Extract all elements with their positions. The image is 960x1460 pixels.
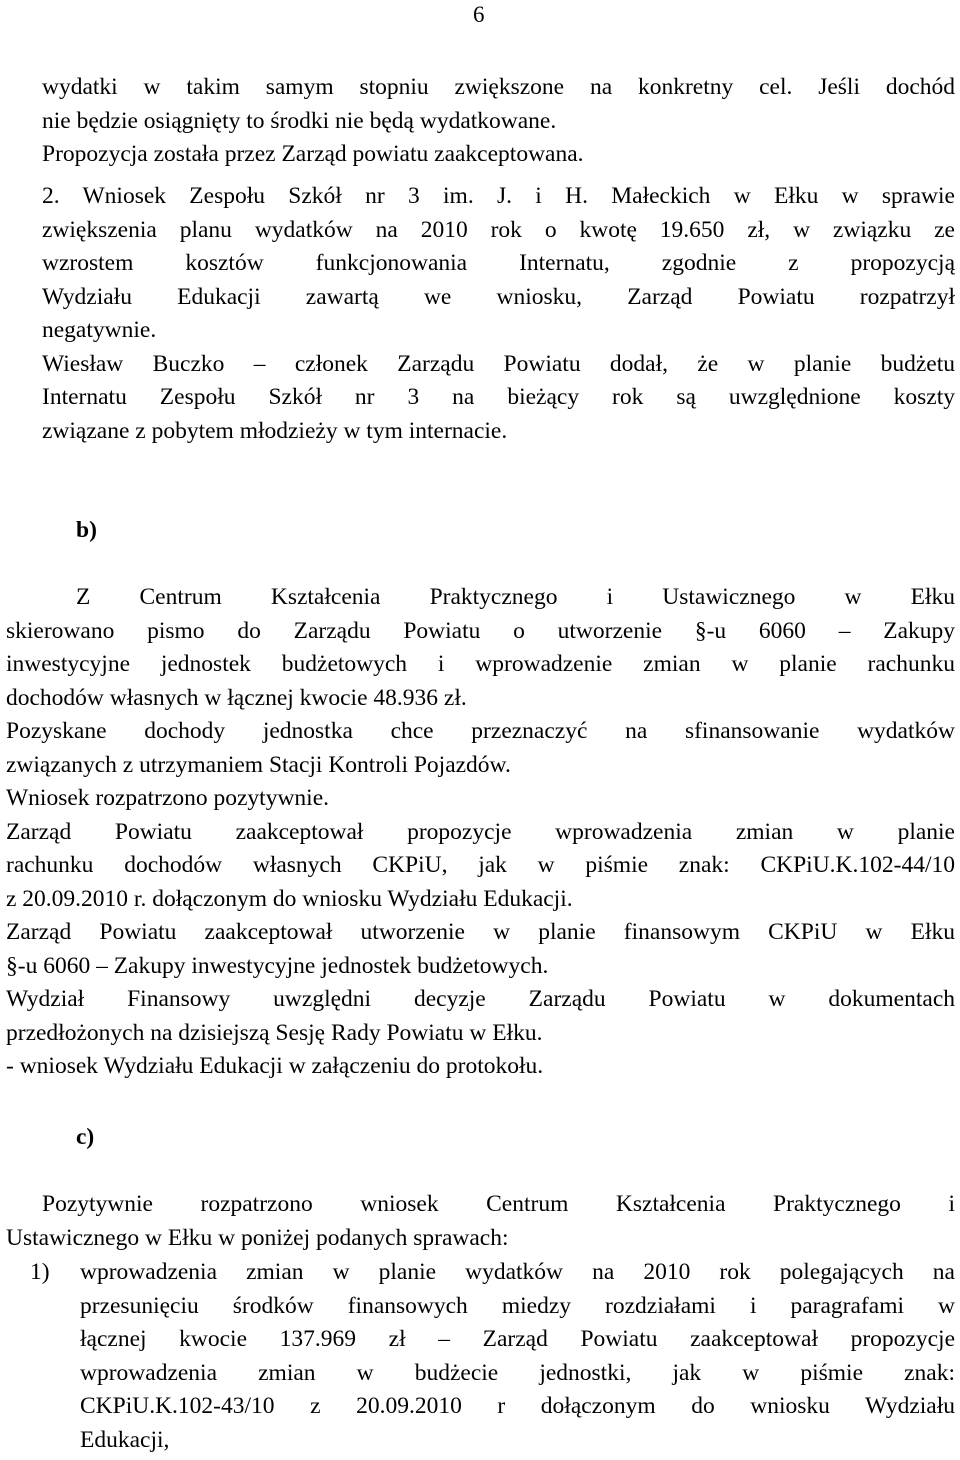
text-line: łącznej kwocie 137.969 zł – Zarząd Powiatu zaakceptował propozycje (80, 1326, 955, 1352)
text-line: nie będzie osiągnięty to środki nie będą wydatkowane. (42, 107, 557, 134)
text-line: negatywnie. (42, 317, 157, 343)
text-line: Pozyskane dochody jednostka chce przeznaczyć na sfinansowanie wydatków (6, 718, 955, 744)
text-line: wydatki w takim samym stopniu zwiększone na konkretny cel. Jeśli dochód (42, 74, 955, 100)
text-line: wprowadzenia zmian w budżecie jednostki, jak w piśmie znak: (80, 1359, 955, 1386)
text-line: Ustawicznego w Ełku w poniżej podanych sprawach: (6, 1224, 509, 1251)
text-line: wprowadzenia zmian w planie wydatków na 2010 rok polegających na (80, 1259, 955, 1285)
page-number: 6 (473, 2, 485, 27)
text-line: 2. Wniosek Zespołu Szkół nr 3 im. J. i H. Małeckich w Ełku w sprawie (42, 183, 955, 209)
paragraph-section-c (6, 1188, 955, 1255)
text-line: Wydziału Edukacji zawartą we wniosku, Zarząd Powiatu rozpatrzył (42, 283, 955, 310)
text-line: Zarząd Powiatu zaakceptował propozycje wprowadzenia zmian w planie (6, 818, 955, 845)
list-number: 1) (30, 1259, 50, 1285)
text-line: Wiesław Buczko – członek Zarządu Powiatu dodał, że w planie budżetu (42, 350, 955, 377)
list-item-1 (80, 1256, 955, 1457)
text-line: Internatu Zespołu Szkół nr 3 na bieżący rok są uwzględnione koszty (42, 384, 955, 410)
text-line: Propozycja została przez Zarząd powiatu zaakceptowana. (42, 141, 584, 167)
text-line: przesunięciu środków finansowych miedzy rozdziałami i paragrafami w (80, 1292, 955, 1319)
text-line: zwiększenia planu wydatków na 2010 rok o kwotę 19.650 zł, w związku ze (42, 216, 955, 243)
text-line: związane z pobytem młodzieży w tym internacie. (42, 417, 508, 444)
text-line: dochodów własnych w łącznej kwocie 48.936 zł. (6, 684, 467, 711)
text-line: Wniosek rozpatrzono pozytywnie. (6, 785, 330, 811)
text-line: Zarząd Powiatu zaakceptował utworzenie w planie finansowym CKPiU w Ełku (6, 919, 955, 945)
section-heading-b: b) (76, 517, 97, 543)
section-heading-c: c) (76, 1124, 95, 1150)
text-line: §-u 6060 – Zakupy inwestycyjne jednostek budżetowych. (6, 952, 549, 979)
paragraph-continuation (42, 71, 955, 172)
paragraph-item-2 (42, 180, 955, 448)
text-line: - wniosek Wydziału Edukacji w załączeniu do protokołu. (6, 1053, 544, 1079)
text-line: rachunku dochodów własnych CKPiU, jak w piśmie znak: CKPiU.K.102-44/10 (6, 852, 955, 878)
text-line: Edukacji, (80, 1426, 170, 1453)
text-line: inwestycyjne jednostek budżetowych i wprowadzenie zmian w planie rachunku (6, 651, 955, 677)
text-line: wzrostem kosztów funkcjonowania Internatu, zgodnie z propozycją (42, 250, 955, 276)
text-line: Wydział Finansowy uwzględni decyzje Zarządu Powiatu w dokumentach (6, 986, 955, 1012)
text-line: Pozytywnie rozpatrzono wniosek Centrum Kształcenia Praktycznego i (42, 1191, 955, 1217)
text-line: związanych z utrzymaniem Stacji Kontroli Pojazdów. (6, 751, 511, 778)
text-line: skierowano pismo do Zarządu Powiatu o utworzenie §-u 6060 – Zakupy (6, 617, 955, 644)
text-line: z 20.09.2010 r. dołączonym do wniosku Wydziału Edukacji. (6, 885, 573, 912)
paragraph-section-b (6, 581, 955, 1084)
text-line: przedłożonych na dzisiejszą Sesję Rady Powiatu w Ełku. (6, 1019, 543, 1046)
text-line: CKPiU.K.102-43/10 z 20.09.2010 r dołączonym do wniosku Wydziału (80, 1393, 955, 1419)
text-line: Z Centrum Kształcenia Praktycznego i Ustawicznego w Ełku (76, 584, 955, 610)
